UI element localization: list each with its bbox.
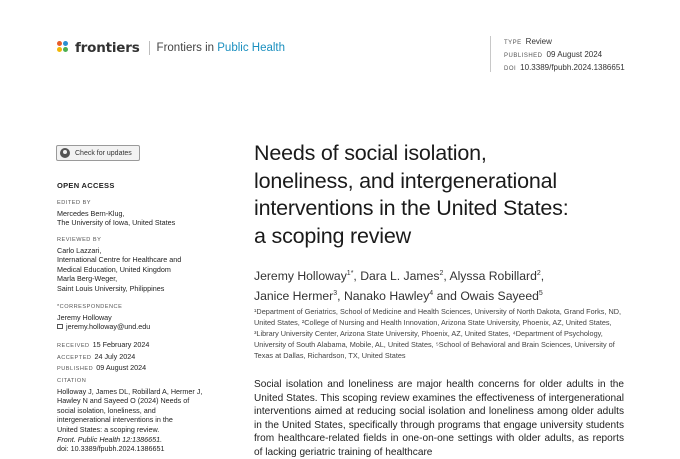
logo-divider: [149, 41, 150, 55]
author[interactable]: Janice Hermer$^3$: [254, 289, 338, 304]
meta-type: TYPE Review: [504, 37, 552, 46]
reviewer-line: Carlo Lazzari,: [57, 245, 102, 255]
frontiers-logo-icon: [57, 41, 71, 55]
meta-published: PUBLISHED 09 August 2024: [504, 50, 603, 59]
correspondence-label: *CORRESPONDENCE: [57, 304, 123, 310]
author[interactable]: Dara L. James$^2$: [360, 269, 444, 284]
frontiers-logo[interactable]: [57, 40, 285, 56]
citation-line: intergenerational interventions in the: [57, 415, 173, 425]
citation-journal: Front. Public Health 12:1386651.: [57, 434, 163, 444]
check-for-updates-button[interactable]: [56, 145, 140, 161]
check-updates-icon: [60, 148, 70, 158]
article-meta: [490, 36, 625, 72]
author[interactable]: Owais Sayeed$^5$: [460, 289, 543, 304]
correspondence-name: Jeremy Holloway: [57, 312, 112, 322]
title-line: Needs of social isolation,: [254, 141, 487, 165]
correspondence: [57, 303, 247, 332]
check-updates-label: Check for updates: [75, 149, 132, 157]
citation-doi[interactable]: doi: 10.3389/fpubh.2024.1386651: [57, 444, 165, 454]
logo-wordmark: frontiers: [75, 40, 140, 56]
journal-title: [157, 42, 285, 54]
reviewed-by-label: REVIEWED BY: [57, 237, 102, 243]
abstract-text: Social isolation and loneliness are major health concerns for older adults in the United States. This scoping review examines the effectiveness of intergenerational interventions aimed at reducing social isolation and loneliness among older adults in the United States, specifically through programs that engage university students from healthcare-related fields in one-on-one settings with older adults, as reports of lacking geriatric training of healthcare: [254, 379, 624, 458]
reviewer-line: Saint Louis University, Philippines: [57, 283, 165, 293]
edited-by-label: EDITED BY: [57, 200, 92, 206]
envelope-icon: [57, 324, 63, 329]
correspondence-email[interactable]: jeremy.holloway@und.edu: [66, 322, 151, 332]
article-dates: [57, 340, 247, 375]
open-access-label: OPEN ACCESS: [57, 181, 115, 190]
journal-prefix: Frontiers in: [156, 42, 218, 54]
citation-line: Hawley N and Sayeed O (2024) Needs of: [57, 396, 190, 406]
meta-doi[interactable]: DOI 10.3389/fpubh.2024.1386651: [504, 63, 625, 72]
journal-name: Public Health: [217, 42, 286, 54]
citation-label: CITATION: [57, 378, 87, 384]
reviewer-line: Marla Berg-Weger,: [57, 274, 118, 284]
author[interactable]: Alyssa Robillard$^2$: [449, 269, 541, 284]
author-affiliations: ¹Department of Geriatrics, School of Medicine and Health Sciences, University of North Dakota, Grand Forks, ND, United States, ²College of Nursing and Health Innovation, Arizona State University, Phoenix, AZ, United States, ³Library University Center, Arizona State University, Phoenix, AZ, United States, ⁴Department of Psychology, University of South Alabama, Mobile, AL, United States, ⁵School of Behavioral and Brain Sciences, University of Texas at Dallas, Richardson, TX, United States: [254, 307, 622, 360]
date-received: RECEIVED 15 February 2024: [57, 340, 150, 349]
title-line: a scoping review: [254, 223, 411, 248]
author[interactable]: Nanako Hawley$^4$: [343, 289, 434, 304]
citation-line: social isolation, loneliness, and: [57, 405, 156, 415]
date-accepted: ACCEPTED 24 July 2024: [57, 351, 136, 361]
title-line: loneliness, and intergenerational: [254, 168, 557, 193]
article-title: [254, 140, 654, 250]
citation-line: Holloway J, James DL, Robillard A, Hermer J,: [57, 386, 203, 396]
author-list: Jeremy Holloway$^{1*}$, Dara L. James$^2$, Alyssa Robillard$^2$, Janice Hermer$^3$, Nanako Hawley$^4$ and Owais Sayeed$^5$: [254, 269, 545, 304]
editor-affiliation: The University of Iowa, United States: [57, 218, 176, 228]
citation: [57, 377, 247, 454]
correspondence-email-row[interactable]: [57, 322, 247, 332]
reviewed-by: [57, 236, 247, 294]
reviewer-line: International Centre for Healthcare and: [57, 255, 182, 265]
title-line: interventions in the United States:: [254, 196, 569, 220]
date-published: PUBLISHED 09 August 2024: [57, 363, 147, 373]
edited-by: [57, 199, 247, 228]
author[interactable]: Jeremy Holloway$^{1*}$: [254, 269, 354, 284]
reviewer-line: Medical Education, United Kingdom: [57, 264, 171, 274]
citation-line: United States: a scoping review.: [57, 424, 160, 434]
editor-name: Mercedes Bern-Klug,: [57, 208, 125, 218]
